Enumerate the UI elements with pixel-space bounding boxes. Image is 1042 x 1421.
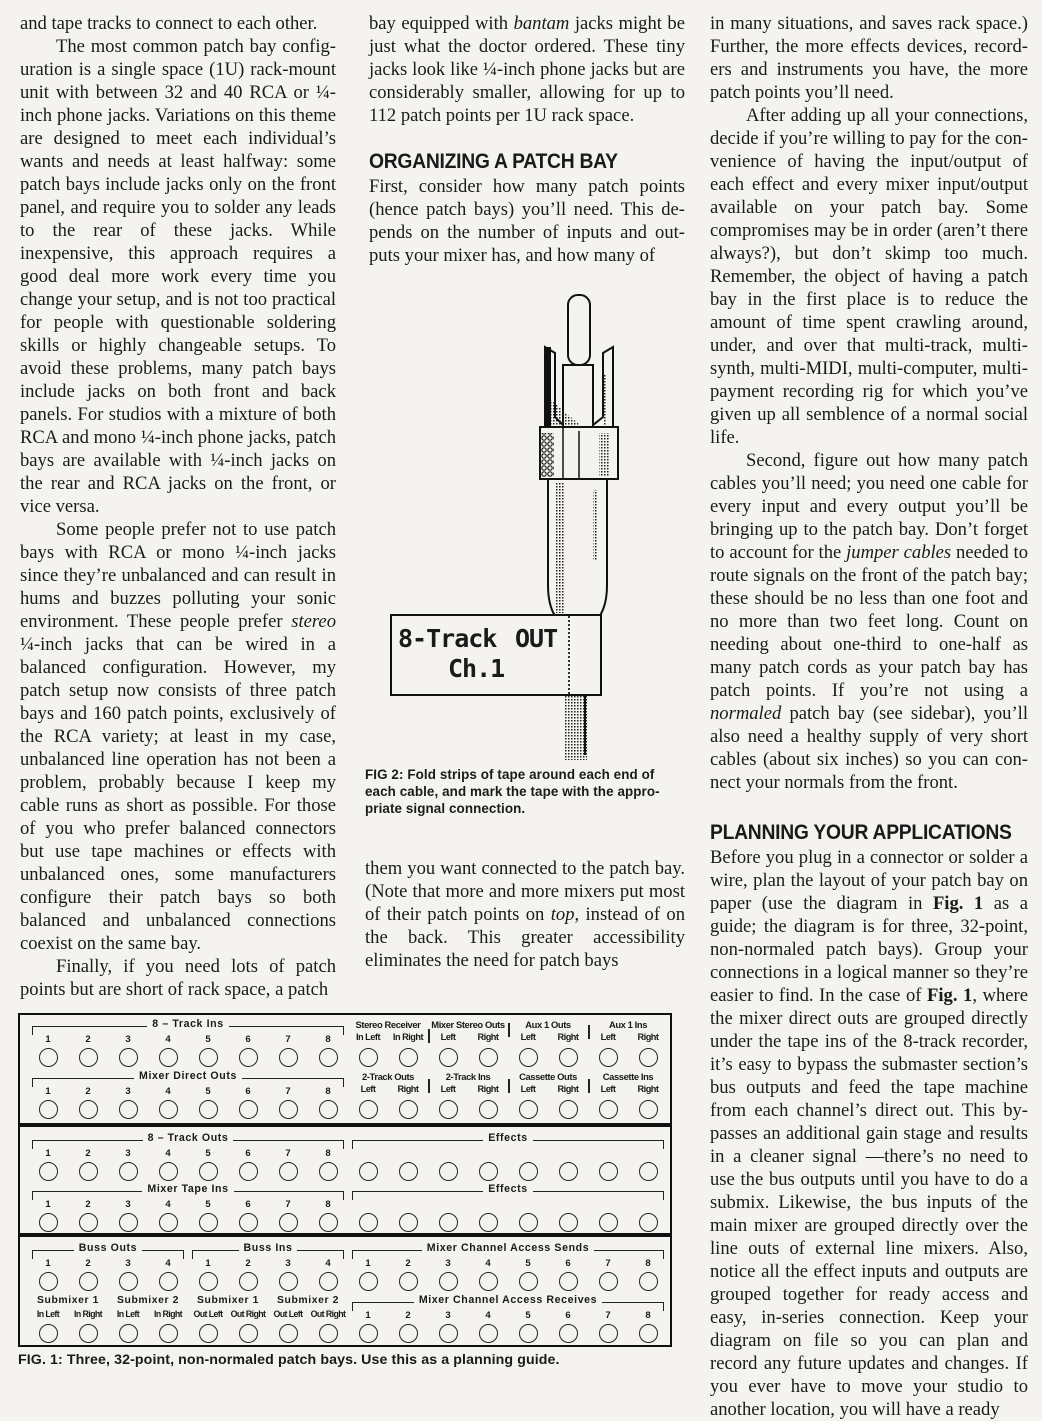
jack [228,1211,268,1233]
paragraph: them you want connected to the patch bay. (Note that more and more mixers put most of their patch points on top, instead of on the back. This greater accessibility eliminates the need for patch bays [365,858,685,971]
jack [108,1211,148,1233]
paragraph: in many situations, and saves rack space.) Further, the more effects devices, recorders and instruments you have, the more patch points you’ll need. [710,13,1028,103]
jack [148,1046,188,1068]
jack [108,1098,148,1120]
jack [348,1046,388,1068]
paragraph: and tape tracks to connect to each other. [20,13,318,34]
group-cassette-outs: Cassette Outs Left Right [508,1069,588,1121]
jack [588,1322,628,1344]
jack [628,1160,668,1182]
paragraph: First, consider how many patch points (hence patch bays) you’ll need. This depends on the number of inputs and outputs your mixer has, and how many of [369,176,685,266]
jack [268,1211,308,1233]
jack [188,1270,228,1292]
jack [548,1098,588,1120]
jack [308,1211,348,1233]
jack [28,1046,68,1068]
bay1-row1 [20,1017,670,1069]
jack [108,1322,148,1344]
group-submixer-1-out: Submixer 1 Out Left Out Right [188,1293,268,1345]
patch-bay-diagram [18,1013,672,1347]
paragraph: After adding up all your connections, decide if you’re willing to pay for the convenience of having the input/output of each effect and every mixer input/output available on your patch bay. Some compromises may be in order (aren’t there always?), but don’t skimp too much. Remember, the object of having a patch bay in the first place is to reduce the amount of time spent crawling around, under, and over that multi-track, multi-synth, multi-MIDI, multi-computer, multi-payment recording rig for which you’ve given up all semblence of a normal social life. [710,105,1028,448]
jack [628,1322,668,1344]
paragraph: bay equipped with bantam jacks might be just what the doctor ordered. These tiny jacks look like ¼-inch phone jacks but are considerably smaller, allowing for up to 112 patch points per 1U rack space. [369,13,685,126]
jack [68,1046,108,1068]
jack [628,1270,668,1292]
jack [188,1160,228,1182]
jack [548,1160,588,1182]
article-column-middle-lower [365,857,685,972]
jack [548,1046,588,1068]
group-mixer-stereo-outs: Mixer Stereo Outs Left Right [428,1017,508,1069]
emphasis: top [550,904,575,925]
jack [468,1270,508,1292]
jack [308,1270,348,1292]
emphasis: normaled [710,703,782,724]
bay2-row1 [20,1131,670,1183]
group-buss-ins: Buss Ins 1 2 3 4 [188,1241,348,1293]
jack [388,1046,428,1068]
jack [428,1046,468,1068]
jack [68,1098,108,1120]
jack [548,1322,588,1344]
emphasis: stereo [291,611,336,632]
jack [68,1160,108,1182]
jack [388,1160,428,1182]
group-submixer-2-in: Submixer 2 In Left In Right [108,1293,188,1345]
jack [188,1046,228,1068]
jack [188,1211,228,1233]
figure-2-caption: FIG 2: Fold strips of tape around each end of each cable, and mark the tape with the appropriate signal connection. [365,767,660,816]
paragraph: Finally, if you need lots of patch points but are short of rack space, a patch [20,956,336,1000]
jack [348,1211,388,1233]
section-heading-organizing: ORGANIZING A PATCH BAY [369,150,618,173]
jack [548,1270,588,1292]
bay1-row2 [20,1069,670,1121]
group-mixer-channel-access-sends: Mixer Channel Access Sends 1 2 3 4 5 6 7 8 [348,1241,668,1293]
group-effects-row1: Effects [348,1131,668,1183]
group-aux-1-ins: Aux 1 Ins Left Right [588,1017,668,1069]
jack [28,1211,68,1233]
figure-1-caption: FIG. 1: Three, 32-point, non-normaled patch bays. Use this as a planning guide. [18,1352,560,1368]
bay2-row2 [20,1182,670,1234]
paragraph: Some people prefer not to use patch bays with RCA or mono ¼-inch jacks since they’re unbalanced and can result in hums and buzzes polluting your sonic environment. These people prefer stereo ¼-inch jacks that can be wired in a balanced configuration. However, my patch setup now consists of three patch bays and 160 patch points, exclusively of the RCA variety; at least in my case, unbalanced line operation has not been a problem, probably because I keep my cable runs as short as possible. For those of you who prefer balanced connectors but use tape machines or effects with unbalanced ones, some manufacturers configure their patch bays so both balanced and unbalanced connections coexist on the same bay. [20,519,336,954]
jack [388,1211,428,1233]
jack [588,1098,628,1120]
jack [188,1322,228,1344]
jack [468,1160,508,1182]
jack [468,1322,508,1344]
cable-label-tag: 8-Track OUT Ch.1 [390,614,602,696]
jack [628,1098,668,1120]
jack [428,1098,468,1120]
jack [268,1046,308,1068]
jack [108,1160,148,1182]
paragraph: The most common patch bay configuration is a single space (1U) rack-mount unit with between 32 and 40 RCA or ¼-inch phone jacks. Variations on this theme are designed to meet each individual’s wants and needs at least halfway: some patch bays include jacks only on the front panel, and require you to solder any leads to the rear of these jacks. While inexpensive, this approach requires a good deal more work every time you change your setup, and is not too practical for people with questionable soldering skills or highly changeable setups. To avoid these problems, many patch bays include jacks on both front and back panels. For studios with a mixture of both RCA and mono ¼-inch phone jacks, patch bays are available with ¼-inch jacks on the rear and RCA jacks on the front, or vice versa. [20,36,336,517]
jack [28,1270,68,1292]
jack [468,1098,508,1120]
jack [428,1211,468,1233]
jack [228,1160,268,1182]
jack [508,1270,548,1292]
jack [268,1270,308,1292]
jack [228,1046,268,1068]
group-submixer-1-in: Submixer 1 In Left In Right [28,1293,108,1345]
jack [308,1098,348,1120]
article-column-left [20,12,336,1001]
jack [148,1211,188,1233]
jack [508,1322,548,1344]
jack [148,1098,188,1120]
jack [68,1322,108,1344]
jack [628,1046,668,1068]
patch-bay-3 [20,1233,670,1349]
jack [68,1211,108,1233]
jack [308,1046,348,1068]
article-column-middle [369,12,685,267]
jack [268,1322,308,1344]
jack [428,1322,468,1344]
group-2-track-ins: 2-Track Ins Left Right [428,1069,508,1121]
group-effects-row2: Effects [348,1182,668,1234]
group-2-track-outs: 2-Track Outs Left Right [348,1069,428,1121]
jack [148,1160,188,1182]
group-submixer-2-out: Submixer 2 Out Left Out Right [268,1293,348,1345]
jack [148,1322,188,1344]
jack [348,1270,388,1292]
jack [108,1046,148,1068]
jack [588,1160,628,1182]
bay3-row1 [20,1241,670,1293]
jack [508,1160,548,1182]
emphasis: jumper cables [846,542,952,563]
group-mixer-tape-ins: Mixer Tape Ins 1 2 3 4 5 6 7 8 [28,1182,348,1234]
jack [428,1270,468,1292]
jack [28,1160,68,1182]
jack [228,1270,268,1292]
emphasis: bantam [513,13,570,34]
group-8-track-ins: 8 – Track Ins 1 2 3 4 5 6 7 8 [28,1017,348,1069]
jack [588,1046,628,1068]
jack [348,1098,388,1120]
jack [268,1098,308,1120]
jack [348,1160,388,1182]
jack [508,1046,548,1068]
jack [508,1211,548,1233]
jack [428,1160,468,1182]
jack [348,1322,388,1344]
jack [28,1322,68,1344]
group-cassette-ins: Cassette Ins Left Right [588,1069,668,1121]
paragraph: Second, figure out how many patch cables you’ll need; you need one cable for every input and every output you’ll be bringing up to the patch bay. Don’t forget to account for the jumper cables needed to route signals on the front of the patch bay; these should be no less than one foot and no more than two feet long. Count on needing about one-third to one-half as many patch cords as your patch bay has patch points. If you’re not using a normaled patch bay (see sidebar), you’ll also need a healthy supply of very short cables (about six inches) so you can connect your normals from the front. [710,450,1028,793]
jack [28,1098,68,1120]
group-buss-outs: Buss Outs 1 2 3 4 [28,1241,188,1293]
jack [588,1270,628,1292]
jack [308,1322,348,1344]
group-8-track-outs: 8 – Track Outs 1 2 3 4 5 6 7 8 [28,1131,348,1183]
jack [468,1046,508,1068]
jack [388,1098,428,1120]
jack [628,1211,668,1233]
section-heading-planning: PLANNING YOUR APPLICATIONS [710,821,1012,844]
group-mixer-direct-outs: Mixer Direct Outs 1 2 3 4 5 6 7 8 [28,1069,348,1121]
jack [308,1160,348,1182]
jack [148,1270,188,1292]
jack [588,1211,628,1233]
patch-bay-2 [20,1123,670,1235]
jack [228,1098,268,1120]
jack [388,1270,428,1292]
bay3-row2 [20,1293,670,1345]
group-stereo-receiver: Stereo Receiver In Left In Right [348,1017,428,1069]
jack [548,1211,588,1233]
jack [268,1160,308,1182]
paragraph: Before you plug in a connector or solder a wire, plan the layout of your patch bay on paper (use the diagram in Fig. 1 as a guide; the diagram is for three, 32-point, non-normaled patch bays). Group your connections in a logical manner so they’re easier to find. In the case of Fig. 1, where the mixer direct outs are grouped directly under the tape ins of the 8-track recorder, it’s easy to bypass the submaster section’s bus outputs and feed the tape machine from each channel’s direct out. This bypasses an additional gain stage and results in a cleaner signal —there’s no need to use the bus outputs until you have to do a submix. Likewise, the bus inputs of the main mixer are grouped directly over the line outs of external line mixers. Also, notice all the effect inputs and outputs are grouped together for ready access and easy, in-series connection. Keep your diagram on file so you can plan and record any future updates and changes. If you ever have to move your studio to another location, you will have a ready [710,847,1028,1420]
jack [228,1322,268,1344]
article-column-right [710,12,1028,1421]
jack [388,1322,428,1344]
jack [508,1098,548,1120]
jack [68,1270,108,1292]
patch-bay-1 [20,1015,670,1123]
group-mixer-channel-access-receives: Mixer Channel Access Receives 1 2 3 4 5 6 7 8 [348,1293,668,1345]
group-aux-1-outs: Aux 1 Outs Left Right [508,1017,588,1069]
jack [468,1211,508,1233]
jack [108,1270,148,1292]
jack [188,1098,228,1120]
